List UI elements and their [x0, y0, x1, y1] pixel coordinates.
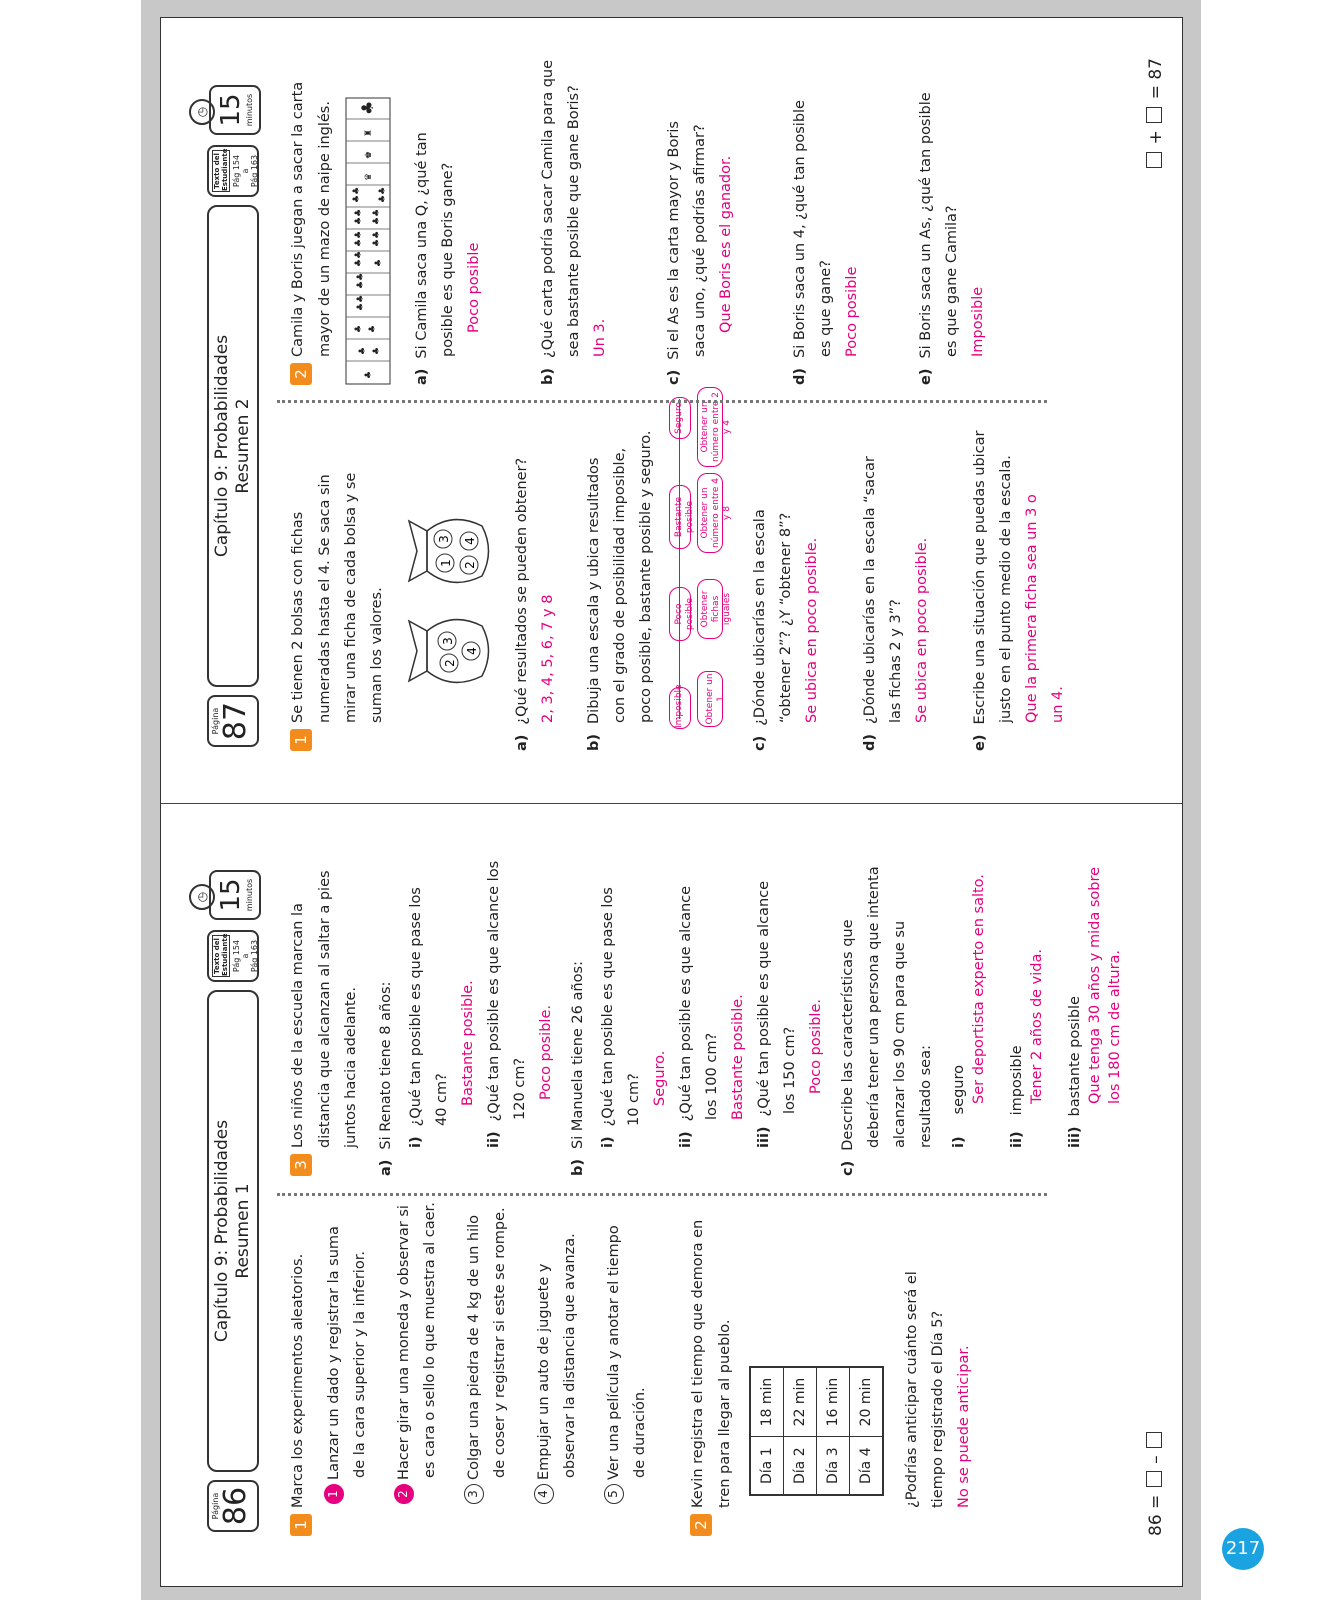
- question-2-prompt: ¿Podrías anticipar cuánto será el tiempo registrado el Día 5? No se puede anticipar.: [904, 1271, 972, 1508]
- answer-text: Se ubica en poco posible.: [914, 537, 930, 723]
- svg-text:♣: ♣: [364, 370, 374, 379]
- answer-text: Seguro.: [652, 1050, 668, 1106]
- part-c: c)¿Dónde ubicarías en la escala “obtener 2”? ¿Y “obtener 8”? Se ubica en poco posible.: [752, 509, 820, 751]
- part-b: b)Si Manuela tiene 26 años:: [570, 961, 586, 1176]
- svg-text:♣♣: ♣♣: [372, 230, 382, 247]
- svg-text:♣: ♣: [358, 346, 368, 355]
- chapter-title-box: [207, 205, 259, 687]
- question-badge: 2: [290, 363, 312, 385]
- page-equation: 86 = –: [1146, 1430, 1166, 1536]
- token: 1: [439, 559, 453, 567]
- svg-text:♣♣: ♣♣: [372, 208, 382, 225]
- svg-text:♣: ♣: [372, 346, 382, 355]
- part-a: a)¿Qué resultados se pueden obtener? 2, 3, 4, 5, 6, 7 y 8: [514, 457, 556, 751]
- book-icon: Texto del Estudiante: [213, 148, 229, 191]
- option-selected-circle[interactable]: 2: [394, 1484, 414, 1504]
- page-number: 87: [218, 701, 253, 741]
- part-d: d)Si Boris saca un 4, ¿qué tan posible es que gane? Poco posible: [792, 100, 860, 385]
- travel-time-table: [749, 1366, 884, 1496]
- option-selected-circle[interactable]: 1: [324, 1484, 344, 1504]
- option-circle[interactable]: 3: [464, 1484, 484, 1504]
- answer-text: Poco posible.: [538, 1005, 554, 1100]
- blank-box[interactable]: [1146, 152, 1162, 168]
- answer-text: Tener 2 años de vida.: [1029, 949, 1045, 1104]
- part-c-iii: iii)bastante posible Que tenga 30 años y mida sobre los 180 cm de altura.: [1067, 866, 1123, 1148]
- answer-text: Bastante posible.: [730, 994, 746, 1120]
- part-b: b)Dibuja una escala y ubica resultados con el grado de posibilidad imposible, poco posible, bastante posible y seguro.: [586, 430, 654, 751]
- chapter-title: Capítulo 9: Probabilidades: [212, 1119, 232, 1343]
- page-87: [161, 18, 1183, 803]
- answer-text: Ser deportista experto en salto.: [971, 874, 987, 1104]
- part-a-i: i)¿Qué tan posible es que pase los 40 cm? Bastante posible.: [408, 887, 476, 1148]
- experiment-option-3[interactable]: 3Colgar una piedra de 4 kg de un hilo de coser y registrar si este se rompe.: [461, 1207, 513, 1504]
- token: 4: [465, 647, 479, 655]
- probability-scale: [663, 389, 732, 729]
- part-e: e)Si Boris saca un As, ¿qué tan posible es que gane Camila? Imposible: [918, 92, 986, 385]
- svg-text:♣♣: ♣♣: [354, 230, 364, 247]
- blank-box[interactable]: [1146, 1432, 1162, 1448]
- page-number-box: Página 86: [207, 1480, 259, 1532]
- part-b-iii: iii)¿Qué tan posible es que alcance los 150 cm? Poco posible.: [756, 880, 824, 1148]
- part-c: c)Describe las características que debería tener una persona que intenta alcanzar los 90 cm para que su resultado sea:: [840, 866, 934, 1176]
- text-reference: Texto del Estudiante Pág 154 a Pág 163: [207, 930, 259, 982]
- answer-text: Poco posible: [844, 266, 860, 357]
- token: 3: [437, 535, 451, 543]
- rotated-sheet-viewport: [160, 17, 1183, 1587]
- summary-title: Resumen 2: [233, 398, 253, 494]
- answer-text: Que la primera ficha sea un 3 o: [1024, 494, 1040, 723]
- svg-text:♛: ♛: [364, 172, 374, 181]
- column-divider: [277, 1193, 1047, 1196]
- summary-title: Resumen 1: [233, 1183, 253, 1279]
- scale-point: Bastante posible: [669, 485, 691, 549]
- svg-text:♣♣: ♣♣: [352, 186, 362, 203]
- question-badge: 3: [290, 1154, 312, 1176]
- page-86: [161, 803, 1183, 1587]
- time-indicator: ◷ 15 minutos: [189, 870, 261, 920]
- scale-line: [679, 399, 680, 719]
- part-a-ii: ii)¿Qué tan posible es que alcance los 120 cm? Poco posible.: [486, 860, 554, 1148]
- table-row: Día 4 20 min: [850, 1367, 884, 1495]
- bag-2: [409, 520, 489, 583]
- answer-text: Que Boris es el ganador.: [718, 155, 734, 333]
- part-a: a)Si Renato tiene 8 años:: [378, 981, 394, 1176]
- svg-text:♣♣: ♣♣: [354, 208, 364, 225]
- part-b-ii: ii)¿Qué tan posible es que alcance los 100 cm? Bastante posible.: [678, 885, 746, 1148]
- scale-event: Obtener un número entre 2 y 4: [697, 387, 723, 467]
- svg-text:♜: ♜: [364, 128, 374, 137]
- token: 2: [463, 561, 477, 569]
- page-number-box: Página 87: [207, 695, 259, 747]
- column-divider: [277, 400, 1047, 403]
- text-reference: Texto del Estudiante Pág 154 a Pág 163: [207, 145, 259, 197]
- blank-box[interactable]: [1146, 1471, 1162, 1487]
- svg-text:♣♣: ♣♣: [356, 294, 366, 311]
- page-number-badge: 217: [1222, 1528, 1264, 1570]
- scale-event: Obtener un 1: [697, 671, 723, 727]
- answer-text: No se puede anticipar.: [956, 1345, 972, 1508]
- scale-point: Seguro: [669, 397, 691, 439]
- option-circle[interactable]: 5: [604, 1484, 624, 1504]
- table-row: Día 2 22 min: [784, 1367, 817, 1495]
- token-bags-illustration: [397, 431, 497, 691]
- chapter-title: Capítulo 9: Probabilidades: [212, 334, 232, 558]
- clock-icon: ◷: [189, 884, 215, 910]
- page-number: 86: [218, 1486, 253, 1526]
- question-2: 2Camila y Boris juegan a sacar la carta mayor de un mazo de naipe inglés.: [285, 82, 338, 385]
- answer-text: Que tenga 30 años y mida sobre: [1087, 866, 1103, 1104]
- page-header: [189, 812, 269, 1532]
- experiment-option-4[interactable]: 4Empujar un auto de juguete y observar la distancia que avanza.: [531, 1233, 583, 1504]
- part-c-i: i)seguro Ser deportista experto en salto.: [951, 874, 987, 1148]
- blank-box[interactable]: [1146, 107, 1162, 123]
- token: 3: [441, 637, 455, 645]
- option-circle[interactable]: 4: [534, 1484, 554, 1504]
- time-indicator: ◷ 15 minutos: [189, 85, 261, 135]
- page-header: [189, 27, 269, 747]
- time-value: 15: [216, 93, 246, 127]
- chapter-title-box: [207, 990, 259, 1472]
- scale-event: Obtener fichas iguales: [697, 579, 723, 639]
- experiment-option-5[interactable]: 5Ver una película y anotar el tiempo de duración.: [601, 1225, 653, 1504]
- question-badge: 2: [690, 1514, 712, 1536]
- svg-text:♣: ♣: [368, 324, 378, 333]
- answer-text: Poco posible: [466, 242, 482, 333]
- token: 2: [443, 659, 457, 667]
- scale-point: Poco posible: [669, 587, 691, 641]
- part-b: b)¿Qué carta podría sacar Camila para que sea bastante posible que gane Boris? Un 3.: [540, 59, 608, 385]
- answer-text: Bastante posible.: [460, 980, 476, 1106]
- experiment-option-2[interactable]: 2Hacer girar una moneda y observar si es cara o sello lo que muestra al caer.: [391, 1202, 443, 1504]
- answer-text: Un 3.: [592, 318, 608, 357]
- svg-text:♣: ♣: [358, 100, 377, 115]
- part-d: d)¿Dónde ubicarías en la escala “sacar las fichas 2 y 3”? Se ubica en poco posible.: [862, 456, 930, 751]
- answer-text: Imposible: [970, 286, 986, 357]
- table-row: Día 3 16 min: [817, 1367, 850, 1495]
- svg-text:♣♣: ♣♣: [356, 272, 366, 289]
- answer-text: Se ubica en poco posible.: [804, 537, 820, 723]
- scale-event: Obtener un número entre 4 y 8: [697, 473, 723, 553]
- playing-cards-illustration: [345, 95, 391, 385]
- time-value: 15: [216, 878, 246, 912]
- token: 4: [463, 537, 477, 545]
- part-c: c)Si el As es la carta mayor y Boris saca uno, ¿qué podrías afirmar? Que Boris es el ganador.: [666, 121, 734, 385]
- svg-text:♚: ♚: [364, 150, 374, 159]
- svg-text:♣♣: ♣♣: [378, 186, 388, 203]
- clock-icon: ◷: [189, 99, 215, 125]
- question-2: 2Kevin registra el tiempo que demora en tren para llegar al pueblo.: [685, 1220, 738, 1536]
- bag-1: [409, 620, 489, 683]
- rotated-sheet: [161, 18, 1183, 1587]
- book-icon: Texto del Estudiante: [213, 933, 229, 976]
- scale-point: Imposible: [669, 687, 691, 729]
- answer-text: 2, 3, 4, 5, 6, 7 y 8: [540, 594, 556, 723]
- page-equation: + = 87: [1146, 58, 1166, 170]
- question-badge: 1: [290, 729, 312, 751]
- part-c-ii: ii)imposible Tener 2 años de vida.: [1009, 949, 1045, 1148]
- svg-text:♣♣: ♣♣: [354, 250, 364, 267]
- part-e: e)Escribe una situación que puedas ubicar justo en el punto medio de la escala. Que la primera ficha sea un 3 o un 4.: [972, 430, 1066, 751]
- svg-text:♣: ♣: [354, 324, 364, 333]
- question-badge: 1: [290, 1514, 312, 1536]
- answer-text: Poco posible.: [808, 999, 824, 1094]
- part-b-i: i)¿Qué tan posible es que pase los 10 cm? Seguro.: [600, 887, 668, 1148]
- svg-text:♣: ♣: [374, 258, 384, 267]
- question-1: 1Se tienen 2 bolsas con fichas numeradas hasta el 4. Se saca sin mirar una ficha de cada bolsa y se suman los valores.: [285, 473, 390, 751]
- question-1: 1Marca los experimentos aleatorios.: [285, 1254, 312, 1536]
- question-3: 3Los niños de la escuela marcan la distancia que alcanzan al saltar a pies juntos hacia adelante.: [285, 870, 364, 1176]
- part-a: a)Si Camila saca una Q, ¿qué tan posible es que Boris gane? Poco posible: [414, 132, 482, 385]
- experiment-option-1[interactable]: 1Lanzar un dado y registrar la suma de la cara superior y la inferior.: [321, 1226, 373, 1504]
- table-row: Día 1 18 min: [750, 1367, 784, 1495]
